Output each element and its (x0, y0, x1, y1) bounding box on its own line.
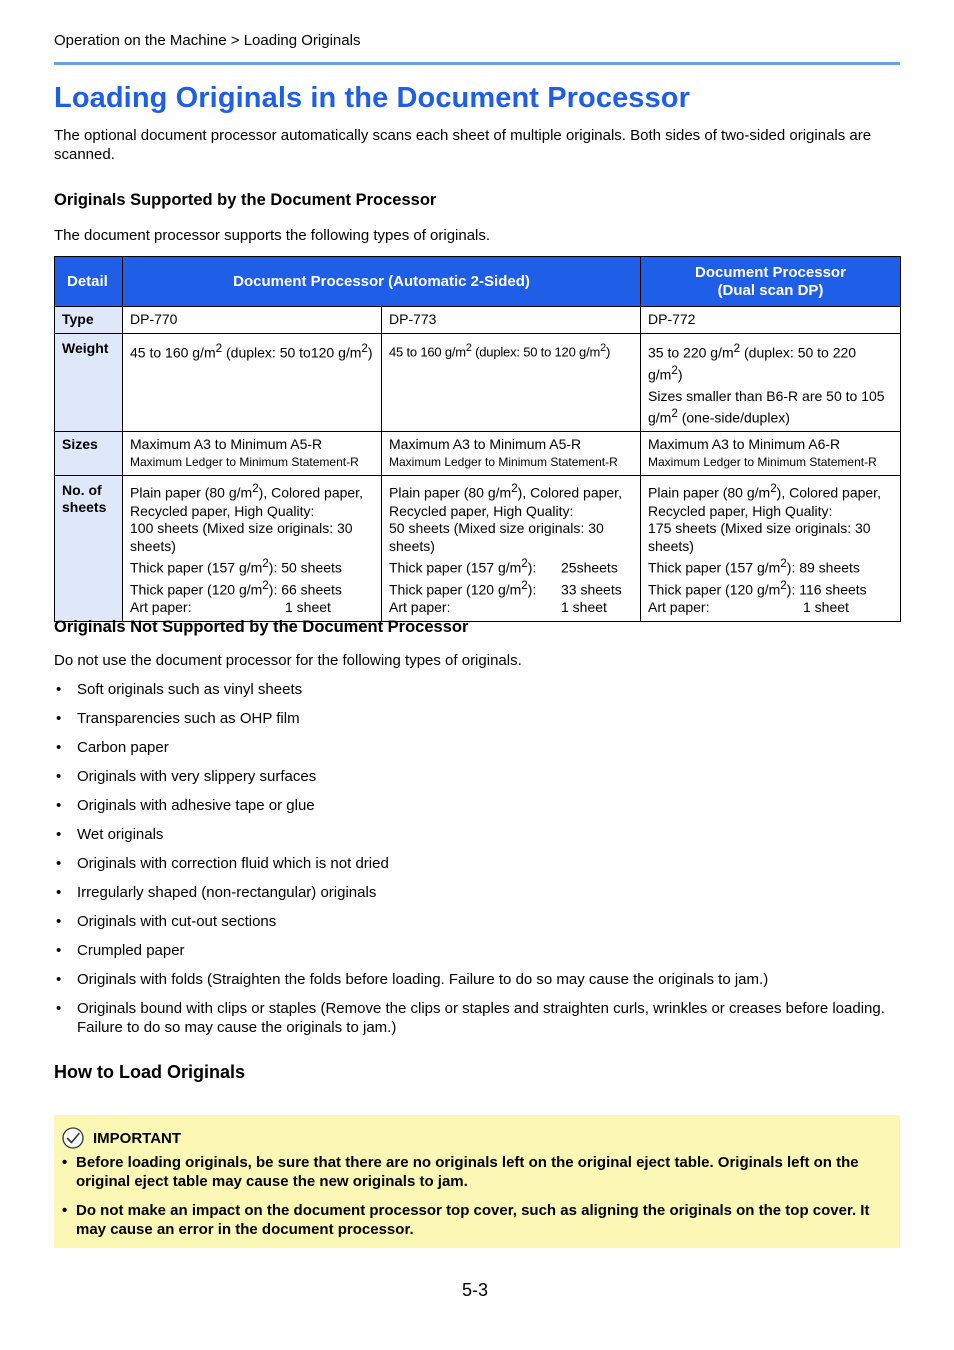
thick120: Thick paper (120 g/m (389, 581, 522, 598)
sup: 2 (733, 341, 741, 355)
breadcrumb: Operation on the Machine > Loading Originals (54, 32, 361, 49)
type-dp770: DP-770 (123, 307, 382, 334)
sheets-dp772-t157: ): 89 sheets (786, 559, 860, 576)
sup: 2 (671, 407, 678, 421)
sheets-dp770-count2: sheets) (130, 537, 176, 554)
bullet-glyph: • (56, 884, 62, 901)
sheets-dp772-art: 1 sheet (803, 599, 849, 616)
row-label-sheets-1: No. of (62, 482, 102, 499)
list-item-text: Originals with correction fluid which is not dried (77, 855, 389, 872)
list-item (54, 709, 900, 728)
list-item-text: Transparencies such as OHP film (77, 710, 300, 727)
page-title: Loading Originals in the Document Processor (54, 82, 690, 114)
weight-dp770-b: (duplex: 50 to120 g/m (222, 344, 362, 361)
sheets-dp770-count: 100 sheets (Mixed size originals: 30 (130, 520, 353, 537)
list-item (62, 1153, 890, 1191)
sizes-dp772 (641, 432, 901, 476)
weight-dp772-note-a: Sizes smaller than B6-R are 50 to 105 g/m (648, 387, 885, 426)
not-supported-list (54, 680, 900, 1047)
table-row-sheets (55, 476, 901, 621)
bullet-glyph: • (56, 971, 62, 988)
sup: 2 (671, 363, 678, 377)
sup: 2 (521, 579, 528, 593)
sup: 2 (465, 341, 472, 354)
plain-b: ), Colored paper, (258, 485, 363, 502)
sup: 2 (252, 482, 259, 496)
sup: 2 (361, 341, 368, 355)
bullet-glyph: • (56, 768, 62, 785)
list-item (54, 680, 900, 699)
plain-b: ), Colored paper, (517, 485, 622, 502)
list-item (54, 999, 900, 1037)
weight-dp773-b: (duplex: 50 to 120 g/m (471, 343, 601, 359)
header-dual-line2: (Dual scan DP) (717, 281, 824, 299)
sheets-dp773-t120-sep: ): (527, 581, 537, 598)
sizes-dp772-max: Maximum A3 to Minimum A6-R (648, 436, 841, 453)
list-item-text: Originals bound with clips or staples (Remove the clips or staples and straighten curls, wrinkles or creases before loading. Failure to do so may cause the originals to jam.) (77, 1000, 885, 1036)
weight-dp770-a: 45 to 160 g/m (130, 344, 216, 361)
weight-dp770 (123, 333, 382, 432)
list-item (54, 883, 900, 902)
weight-dp770-c: ) (367, 344, 373, 361)
originals-spec-table (54, 256, 901, 622)
sheets-dp772-t120: ): 116 sheets (786, 581, 867, 598)
header-auto-2-sided: Document Processor (Automatic 2-Sided) (123, 257, 641, 307)
sup: 2 (780, 557, 787, 571)
sheets-dp773-count2: sheets) (389, 537, 435, 554)
header-dual-scan (641, 257, 901, 307)
list-item (54, 912, 900, 931)
sizes-dp770-ledger: Maximum Ledger to Minimum Statement-R (130, 454, 359, 469)
bullet-glyph: • (62, 1202, 68, 1219)
row-label-weight: Weight (55, 333, 123, 432)
sheets-dp773-t120-val: 33 sheets (561, 581, 622, 598)
important-list (62, 1153, 890, 1249)
weight-dp772-note-b: (one-side/duplex) (677, 409, 790, 426)
thick120: Thick paper (120 g/m (648, 581, 781, 598)
bullet-glyph: • (56, 797, 62, 814)
bullet-glyph: • (56, 942, 62, 959)
sheets-dp770-t157: ): 50 sheets (268, 559, 342, 576)
supported-heading: Originals Supported by the Document Processor (54, 191, 437, 209)
header-detail: Detail (55, 257, 123, 307)
list-item (54, 767, 900, 786)
sheets-dp772 (641, 476, 901, 621)
sheets-dp773 (382, 476, 641, 621)
art: Art paper: (389, 599, 451, 616)
sheets-dp770-t120: ): 66 sheets (268, 581, 342, 598)
recycled: Recycled paper, High Quality: (389, 502, 574, 519)
sup: 2 (215, 341, 223, 355)
not-supported-text: Do not use the document processor for the following types of originals. (54, 652, 522, 669)
sizes-dp773-max: Maximum A3 to Minimum A5-R (389, 436, 582, 453)
plain-a: Plain paper (80 g/m (389, 485, 512, 502)
sheets-dp772-count: 175 sheets (Mixed size originals: 30 (648, 520, 871, 537)
list-item-text: Originals with adhesive tape or glue (77, 797, 315, 814)
sup: 2 (262, 557, 269, 571)
bullet-glyph: • (56, 739, 62, 756)
list-item (54, 796, 900, 815)
sheets-dp772-count2: sheets) (648, 537, 694, 554)
bullet-glyph: • (56, 913, 62, 930)
plain-a: Plain paper (80 g/m (648, 485, 771, 502)
header-rule (54, 62, 900, 65)
check-circle-icon (62, 1127, 84, 1149)
weight-dp773-a: 45 to 160 g/m (389, 343, 466, 359)
sup: 2 (770, 482, 777, 496)
list-item (54, 825, 900, 844)
sheets-dp773-art: 1 sheet (561, 599, 607, 616)
bullet-glyph: • (56, 1000, 62, 1017)
weight-dp772-c: ) (677, 366, 683, 383)
list-item (54, 970, 900, 989)
bullet-glyph: • (56, 710, 62, 727)
not-supported-heading: Originals Not Supported by the Document Processor (54, 618, 469, 636)
list-item (54, 738, 900, 757)
sizes-dp773 (382, 432, 641, 476)
row-label-sizes: Sizes (55, 432, 123, 476)
sheets-dp773-t157-val: 25sheets (561, 559, 618, 576)
weight-dp772-b: (duplex: 50 to 220 g/m (648, 344, 857, 383)
list-item-text: Originals with cut-out sections (77, 913, 277, 930)
weight-dp773-c: ) (605, 343, 611, 359)
sup: 2 (262, 579, 269, 593)
sizes-dp773-ledger: Maximum Ledger to Minimum Statement-R (389, 454, 618, 469)
recycled: Recycled paper, High Quality: (130, 502, 315, 519)
thick157: Thick paper (157 g/m (648, 559, 781, 576)
weight-dp772 (641, 333, 901, 432)
sheets-dp770-art: 1 sheet (285, 599, 331, 616)
sup: 2 (511, 482, 518, 496)
plain-b: ), Colored paper, (776, 485, 881, 502)
header-dual-line1: Document Processor (695, 263, 846, 281)
bullet-glyph: • (56, 681, 62, 698)
important-label: IMPORTANT (93, 1129, 182, 1147)
thick157: Thick paper (157 g/m (130, 559, 263, 576)
list-item-text: Originals with folds (Straighten the folds before loading. Failure to do so may cause the originals to jam.) (77, 971, 769, 988)
list-item-text: Carbon paper (77, 739, 169, 756)
thick120: Thick paper (120 g/m (130, 581, 263, 598)
list-item (54, 854, 900, 873)
important-header (62, 1127, 181, 1149)
table-row-type (55, 307, 901, 334)
row-label-type: Type (55, 307, 123, 334)
table-header-row (55, 257, 901, 307)
row-label-sheets-2: sheets (62, 499, 107, 516)
list-item (62, 1201, 890, 1239)
list-item-text: Originals with very slippery surfaces (77, 768, 317, 785)
list-item-text: Wet originals (77, 826, 164, 843)
sheets-dp773-t157-sep: ): (527, 559, 537, 576)
list-item-text: Crumpled paper (77, 942, 185, 959)
important-box (54, 1115, 900, 1248)
type-dp773: DP-773 (382, 307, 641, 334)
important-item-text: Before loading originals, be sure that there are no originals left on the original eject table. Originals left on the original eject table may cause the new originals to jam. (76, 1154, 859, 1190)
sizes-dp770 (123, 432, 382, 476)
sup: 2 (521, 557, 528, 571)
type-dp772: DP-772 (641, 307, 901, 334)
page-number: 5-3 (462, 1280, 489, 1300)
plain-a: Plain paper (80 g/m (130, 485, 253, 502)
list-item (54, 941, 900, 960)
sizes-dp770-max: Maximum A3 to Minimum A5-R (130, 436, 323, 453)
list-item-text: Irregularly shaped (non-rectangular) originals (77, 884, 377, 901)
bullet-glyph: • (56, 826, 62, 843)
recycled: Recycled paper, High Quality: (648, 502, 833, 519)
table-row-sizes (55, 432, 901, 476)
sheets-dp770 (123, 476, 382, 621)
sizes-dp772-ledger: Maximum Ledger to Minimum Statement-R (648, 454, 877, 469)
row-label-sheets (55, 476, 123, 621)
bullet-glyph: • (56, 855, 62, 872)
art: Art paper: (648, 599, 710, 616)
how-to-load-heading: How to Load Originals (54, 1062, 246, 1082)
weight-dp772-a: 35 to 220 g/m (648, 344, 734, 361)
sup: 2 (600, 341, 606, 354)
sheets-dp773-count: 50 sheets (Mixed size originals: 30 (389, 520, 604, 537)
supported-text: The document processor supports the following types of originals. (54, 227, 491, 244)
weight-dp773 (382, 333, 641, 432)
art: Art paper: (130, 599, 192, 616)
intro-paragraph: The optional document processor automatically scans each sheet of multiple originals. Both sides of two-sided originals are scanned. (54, 127, 872, 163)
bullet-glyph: • (62, 1154, 68, 1171)
thick157: Thick paper (157 g/m (389, 559, 522, 576)
list-item-text: Soft originals such as vinyl sheets (77, 681, 303, 698)
table-row-weight (55, 333, 901, 432)
important-item-text: Do not make an impact on the document processor top cover, such as aligning the originals on the top cover. It may cause an error in the document processor. (76, 1202, 870, 1238)
sup: 2 (780, 579, 787, 593)
